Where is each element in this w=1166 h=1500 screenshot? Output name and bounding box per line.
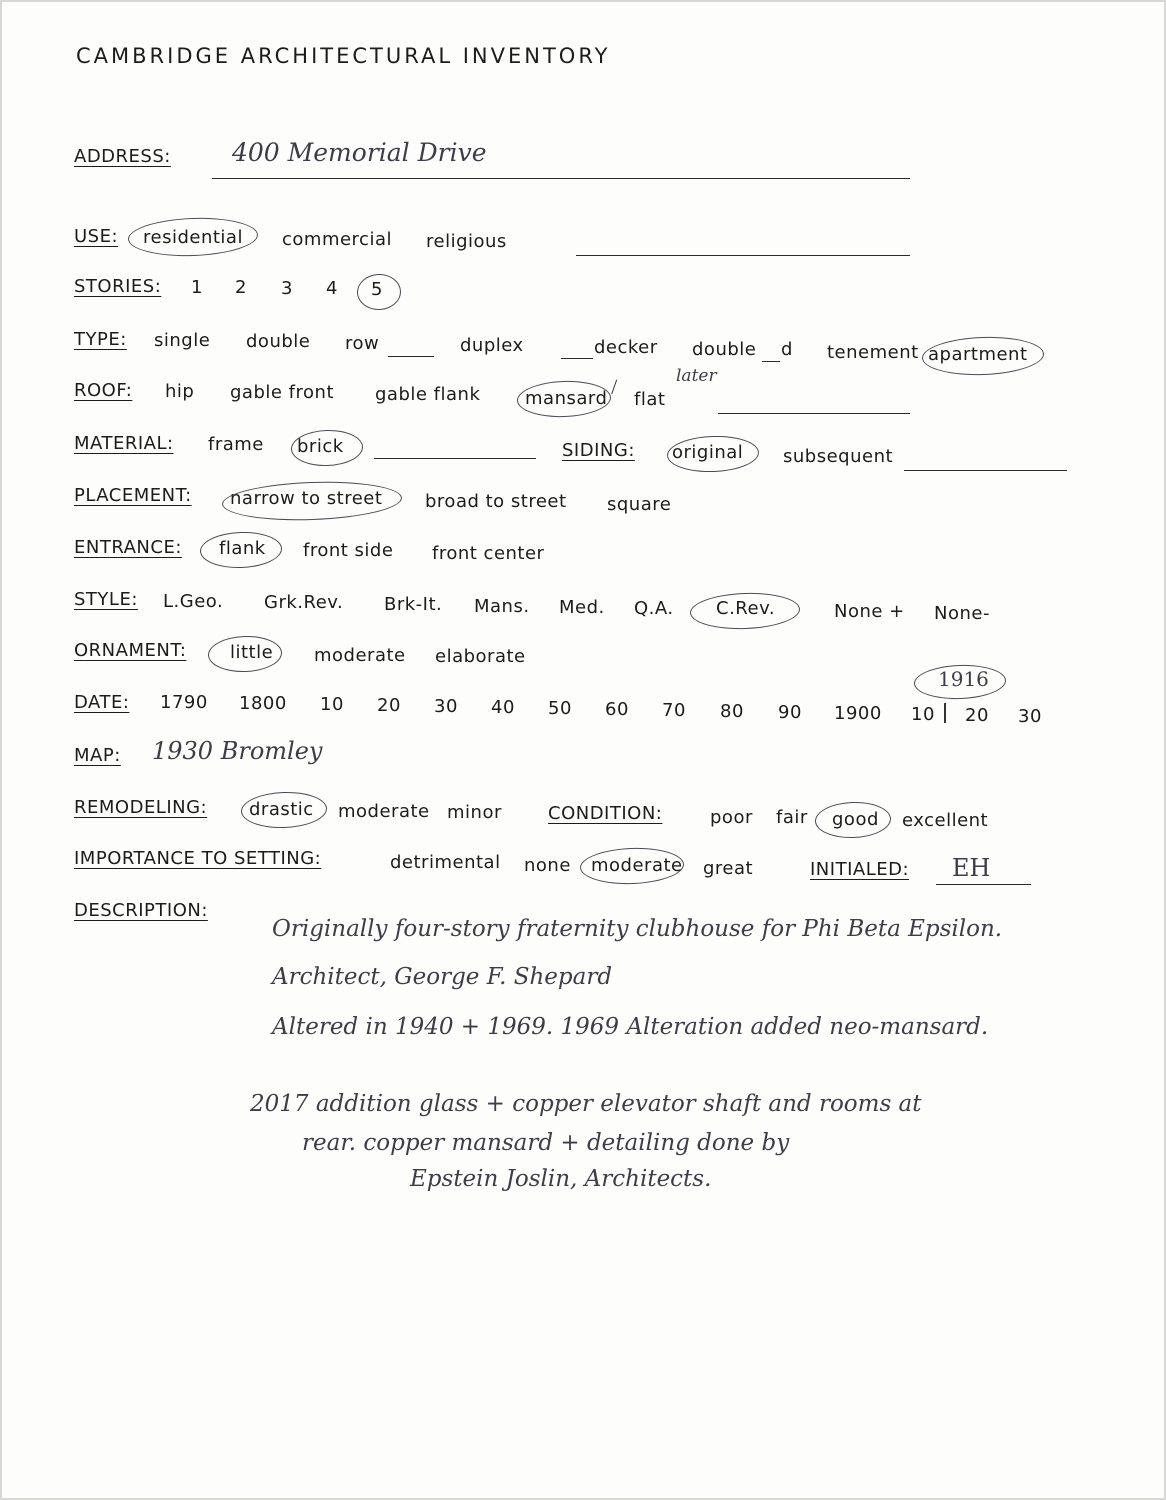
- date-option-10[interactable]: 10: [320, 694, 344, 715]
- type-option-decker[interactable]: decker: [594, 337, 658, 358]
- remodeling-label: REMODELING:: [74, 797, 208, 818]
- type-row-blank: [388, 356, 434, 357]
- entrance-option-front-side[interactable]: front side: [303, 540, 394, 561]
- style-option-none-minus[interactable]: None-: [934, 603, 990, 624]
- date-label: DATE:: [74, 692, 130, 713]
- siding-other-line: [904, 470, 1067, 471]
- type-option-double-d[interactable]: double: [692, 339, 757, 360]
- style-selection-circle: [689, 591, 800, 631]
- date-option-1920[interactable]: 20: [965, 705, 989, 726]
- date-option-1800[interactable]: 1800: [239, 693, 287, 714]
- type-option-double[interactable]: double: [246, 331, 311, 352]
- description-line-3: Altered in 1940 + 1969. 1969 Alteration added neo-mansard.: [272, 1014, 989, 1040]
- type-option-duplex[interactable]: duplex: [460, 335, 524, 356]
- remodeling-option-drastic[interactable]: drastic: [249, 799, 314, 820]
- stories-option-4[interactable]: 4: [326, 278, 338, 299]
- condition-label: CONDITION:: [548, 803, 663, 824]
- description-line-6: Epstein Joslin, Architects.: [410, 1166, 712, 1192]
- entrance-label: ENTRANCE:: [74, 537, 182, 558]
- importance-option-great[interactable]: great: [703, 858, 754, 879]
- type-option-d[interactable]: d: [781, 339, 793, 360]
- importance-option-moderate[interactable]: moderate: [591, 855, 683, 876]
- importance-selection-circle: [579, 846, 684, 886]
- date-tick-mark: [944, 703, 946, 723]
- material-selection-circle: [290, 429, 363, 467]
- remodeling-selection-circle: [240, 791, 327, 830]
- condition-selection-circle: [814, 801, 891, 840]
- ornament-option-moderate[interactable]: moderate: [314, 645, 406, 666]
- map-label: MAP:: [74, 745, 121, 766]
- siding-label: SIDING:: [562, 440, 635, 461]
- date-option-60[interactable]: 60: [605, 699, 629, 720]
- date-option-80[interactable]: 80: [720, 701, 744, 722]
- importance-label: IMPORTANCE TO SETTING:: [74, 848, 322, 869]
- initialed-line: [936, 884, 1031, 885]
- description-label: DESCRIPTION:: [74, 900, 208, 921]
- use-option-religious[interactable]: religious: [426, 231, 507, 252]
- type-double-d-blank: [762, 361, 780, 362]
- style-label: STYLE:: [74, 589, 138, 610]
- condition-option-good[interactable]: good: [832, 809, 879, 830]
- ornament-selection-circle: [207, 635, 282, 674]
- siding-selection-circle: [666, 434, 759, 473]
- initialed-value[interactable]: EH: [952, 854, 991, 882]
- placement-option-broad[interactable]: broad to street: [425, 491, 567, 512]
- type-decker-blank: [561, 358, 593, 359]
- condition-option-excellent[interactable]: excellent: [902, 810, 989, 831]
- condition-option-fair[interactable]: fair: [776, 807, 808, 828]
- material-label: MATERIAL:: [74, 433, 174, 454]
- address-line: [212, 178, 910, 179]
- importance-option-detrimental[interactable]: detrimental: [390, 852, 501, 873]
- date-selection-circle: [913, 663, 1006, 700]
- ornament-label: ORNAMENT:: [74, 640, 187, 661]
- placement-option-square[interactable]: square: [607, 494, 672, 515]
- style-option-grkrev[interactable]: Grk.Rev.: [264, 592, 344, 613]
- stories-label: STORIES:: [74, 276, 162, 297]
- stories-option-2[interactable]: 2: [235, 277, 247, 298]
- type-option-row[interactable]: row: [345, 333, 380, 354]
- description-line-1: Originally four-story fraternity clubhouse for Phi Beta Epsilon.: [272, 916, 1003, 942]
- material-option-brick[interactable]: brick: [297, 436, 344, 457]
- use-option-residential[interactable]: residential: [143, 227, 243, 248]
- form-title: CAMBRIDGE ARCHITECTURAL INVENTORY: [76, 44, 611, 68]
- description-line-2: Architect, George F. Shepard: [272, 964, 613, 990]
- ornament-option-little[interactable]: little: [230, 642, 274, 663]
- date-option-20[interactable]: 20: [377, 695, 401, 716]
- style-option-lgeo[interactable]: L.Geo.: [163, 591, 224, 612]
- roof-dash-mark: ⁄: [610, 377, 618, 399]
- map-value[interactable]: 1930 Bromley: [152, 737, 323, 765]
- remodeling-option-minor[interactable]: minor: [447, 802, 502, 823]
- style-option-med[interactable]: Med.: [559, 597, 605, 618]
- roof-option-mansard[interactable]: mansard: [525, 388, 608, 409]
- date-handwritten-1916: 1916: [938, 667, 989, 691]
- type-option-apartment[interactable]: apartment: [928, 344, 1028, 365]
- date-option-40[interactable]: 40: [491, 697, 515, 718]
- initialed-label: INITIALED:: [810, 859, 910, 880]
- roof-note-later: later: [676, 366, 717, 386]
- material-option-frame[interactable]: frame: [208, 434, 264, 455]
- type-label: TYPE:: [74, 329, 127, 350]
- placement-option-narrow[interactable]: narrow to street: [230, 488, 383, 509]
- ornament-option-elaborate[interactable]: elaborate: [435, 646, 526, 667]
- use-other-line: [576, 255, 910, 256]
- date-option-1910[interactable]: 10: [911, 704, 935, 725]
- date-option-90[interactable]: 90: [778, 702, 802, 723]
- style-option-none-plus[interactable]: None +: [834, 601, 905, 622]
- siding-option-original[interactable]: original: [672, 442, 744, 463]
- date-option-30[interactable]: 30: [434, 696, 458, 717]
- style-option-qa[interactable]: Q.A.: [634, 598, 674, 619]
- use-label: USE:: [74, 226, 119, 247]
- condition-option-poor[interactable]: poor: [710, 807, 753, 828]
- date-option-70[interactable]: 70: [662, 700, 686, 721]
- siding-option-subsequent[interactable]: subsequent: [783, 446, 894, 467]
- date-option-1790[interactable]: 1790: [160, 692, 208, 713]
- roof-option-gable-front[interactable]: gable front: [230, 382, 334, 403]
- date-option-1900[interactable]: 1900: [834, 703, 882, 724]
- date-option-50[interactable]: 50: [548, 698, 572, 719]
- material-other-line: [374, 458, 536, 459]
- type-option-tenement[interactable]: tenement: [827, 342, 919, 363]
- roof-option-gable-flank[interactable]: gable flank: [375, 384, 481, 405]
- description-line-5: rear. copper mansard + detailing done by: [302, 1130, 790, 1156]
- roof-option-hip[interactable]: hip: [165, 381, 195, 402]
- entrance-option-flank[interactable]: flank: [219, 538, 266, 559]
- type-option-single[interactable]: single: [154, 330, 211, 351]
- style-option-crev[interactable]: C.Rev.: [716, 598, 776, 619]
- placement-selection-circle: [221, 479, 402, 523]
- stories-option-5[interactable]: 5: [371, 279, 383, 300]
- style-option-mans[interactable]: Mans.: [474, 596, 530, 617]
- stories-selection-circle: [356, 273, 401, 311]
- stories-option-3[interactable]: 3: [281, 278, 293, 299]
- entrance-option-front-center[interactable]: front center: [432, 543, 545, 564]
- roof-selection-circle: [516, 379, 611, 418]
- style-option-brkit[interactable]: Brk-It.: [384, 594, 443, 615]
- remodeling-option-moderate[interactable]: moderate: [338, 801, 430, 822]
- roof-label: ROOF:: [74, 380, 133, 401]
- address-label: ADDRESS:: [74, 146, 171, 167]
- importance-option-none[interactable]: none: [524, 855, 571, 876]
- roof-other-line: [718, 413, 910, 414]
- entrance-selection-circle: [199, 531, 282, 570]
- placement-label: PLACEMENT:: [74, 485, 192, 506]
- stories-option-1[interactable]: 1: [191, 277, 203, 298]
- address-value[interactable]: 400 Memorial Drive: [232, 138, 487, 167]
- type-selection-circle: [921, 335, 1044, 377]
- roof-option-flat[interactable]: flat: [634, 389, 666, 410]
- date-option-1930[interactable]: 30: [1018, 706, 1042, 727]
- use-selection-circle: [127, 216, 258, 259]
- use-option-commercial[interactable]: commercial: [282, 229, 392, 250]
- description-line-4: 2017 addition glass + copper elevator shaft and rooms at: [250, 1091, 922, 1117]
